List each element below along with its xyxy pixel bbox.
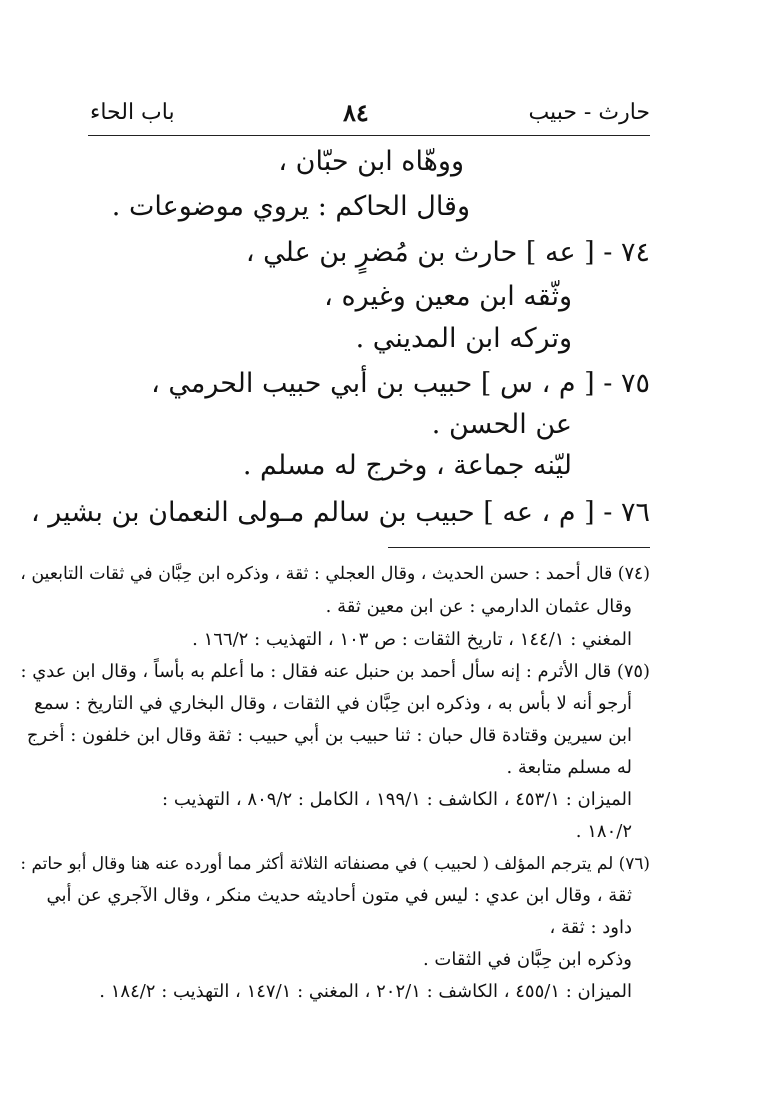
text-line: وتركه ابن المديني . <box>355 323 572 354</box>
page-header <box>0 100 760 140</box>
footnote-75-line: أرجو أنه لا بأس به ، وذكره ابن حِبَّان في الثقات ، وقال البخاري في التاريخ : سمع <box>34 693 632 714</box>
footnote-75-refs: الميزان : ٤٥٣/١ ، الكاشف : ١٩٩/١ ، الكامل : ٨٠٩/٢ ، التهذيب : <box>162 789 632 810</box>
footnote-76-line: وذكره ابن حِبَّان في الثقات . <box>422 949 632 970</box>
footnote-76-line: ثقة ، وقال ابن عدي : ليس في متون أحاديثه حديث منكر ، وقال الآجري عن أبي <box>46 885 632 906</box>
footnote-74-line: (٧٤) قال أحمد : حسن الحديث ، وقال العجلي : ثقة ، وذكره ابن حِبَّان في ثقات التابعين ، <box>20 564 650 584</box>
text-line: ليّنه جماعة ، وخرج له مسلم . <box>242 450 572 481</box>
text-line: عن الحسن . <box>431 409 572 440</box>
footnote-76-line: (٧٦) لم يترجم المؤلف ( لحبيب ) في مصنفاته الثلاثة أكثر مما أورده عنه هنا وقال أبو حاتم : <box>20 853 650 873</box>
header-divider <box>88 135 650 136</box>
page-number: ٨٤ <box>343 98 369 127</box>
footnote-74-refs: المغني : ١٤٤/١ ، تاريخ الثقات : ص ١٠٣ ، التهذيب : ١٦٦/٢ . <box>192 629 632 650</box>
header-chapter-range: حارث - حبيب <box>528 100 650 125</box>
footnote-75-line: له مسلم متابعة . <box>506 757 632 778</box>
entry-heading-76: ٧٦ - [ م ، عه ] حبيب بن سالم مـولى النعمان بن بشير ، <box>30 497 650 528</box>
footnote-74-line: وقال عثمان الدارمي : عن ابن معين ثقة . <box>325 596 632 617</box>
entry-heading-74: ٧٤ - [ عه ] حارث بن مُضرٍ بن علي ، <box>245 237 650 268</box>
header-chapter-title: باب الحاء <box>90 100 175 125</box>
text-line: ووهّاه ابن حبّان ، <box>278 146 464 177</box>
footnote-76-refs: الميزان : ٤٥٥/١ ، الكاشف : ٢٠٢/١ ، المغني : ١٤٧/١ ، التهذيب : ١٨٤/٢ . <box>99 981 632 1002</box>
footnote-divider <box>388 547 650 548</box>
footnote-75-line: (٧٥) قال الأثرم : إنه سأل أحمد بن حنبل عنه فقال : ما أعلم به بأساً ، وقال ابن عدي : <box>20 661 650 682</box>
text-line: وثّقه ابن معين وغيره ، <box>324 281 572 312</box>
footnote-76-line: داود : ثقة ، <box>549 917 632 938</box>
footnote-75-line: ابن سيرين وقتادة قال حبان : ثنا حبيب بن أبي حبيب : ثقة وقال ابن خلفون : أخرج <box>26 725 632 746</box>
entry-heading-75: ٧٥ - [ م ، س ] حبيب بن أبي حبيب الحرمي ، <box>151 368 650 399</box>
footnote-75-refs: ١٨٠/٢ . <box>575 821 632 842</box>
text-line: وقال الحاكم : يروي موضوعات . <box>111 191 470 222</box>
